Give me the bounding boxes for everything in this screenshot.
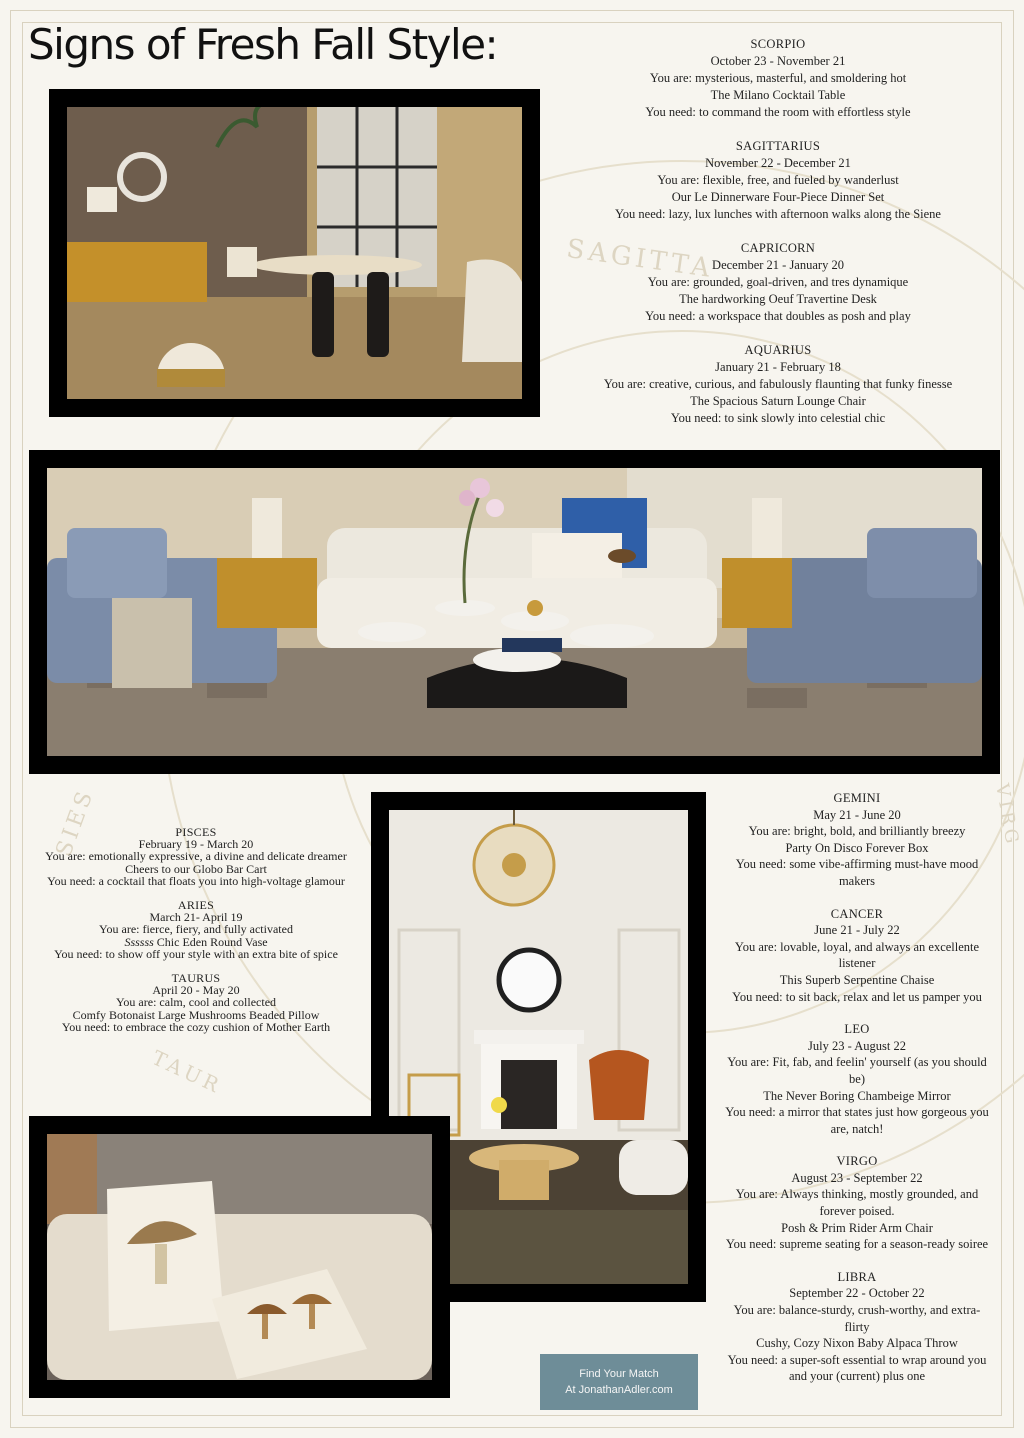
- sign-dates-sagittarius: November 22 - December 21: [705, 156, 851, 170]
- sign-product-taurus: Comfy Botonaist Large Mushrooms Beaded Pillow: [72, 1007, 320, 1022]
- sign-dates-scorpio: October 23 - November 21: [710, 54, 846, 68]
- sign-traits-gemini: You are: bright, bold, and brilliantly breezy: [748, 824, 966, 839]
- sign-traits-scorpio: You are: mysterious, masterful, and smoldering hot: [649, 71, 907, 85]
- sign-name-leo: LEO: [844, 1022, 870, 1037]
- sign-traits-libra: You are: balance-sturdy, crush-worthy, and extra-: [733, 1303, 981, 1318]
- sign-dates-virgo: August 23 - September 22: [791, 1170, 923, 1185]
- sign-dates-taurus: April 20 - May 20: [152, 983, 240, 998]
- sign-product-capricorn: The hardworking Oeuf Travertine Desk: [679, 292, 877, 306]
- ghost-word-top: SAGITTA: [564, 233, 716, 285]
- sign-dates-pisces: February 19 - March 20: [138, 837, 254, 852]
- sign-traits-cancer-cont: listener: [838, 956, 876, 971]
- sign-product-libra: Cushy, Cozy Nixon Baby Alpaca Throw: [756, 1336, 958, 1351]
- sign-need-libra-cont: and your (current) plus one: [788, 1369, 926, 1384]
- sign-need-aries: You need: to show off your style with an extra bite of spice: [54, 946, 338, 961]
- pillows-illustration: [47, 1134, 432, 1380]
- sign-traits-capricorn: You are: grounded, goal-driven, and tres dynamique: [647, 275, 909, 289]
- sign-dates-cancer: June 21 - July 22: [814, 923, 900, 938]
- ghost-word-bottom-left: TAUR: [148, 1045, 227, 1099]
- desk-room-illustration: [67, 107, 522, 399]
- living-room-illustration: [47, 468, 982, 756]
- sign-need-libra: You need: a super-soft essential to wrap around you: [727, 1352, 987, 1367]
- sign-dates-capricorn: December 21 - January 20: [712, 258, 844, 272]
- sign-name-virgo: VIRGO: [836, 1154, 878, 1169]
- sign-name-cancer: CANCER: [830, 906, 884, 921]
- sign-product-pisces: Cheers to our Globo Bar Cart: [125, 861, 267, 876]
- sign-need-leo: You need: a mirror that states just how gorgeous you: [725, 1105, 989, 1120]
- sign-dates-aquarius: January 21 - February 18: [715, 360, 841, 374]
- sign-name-sagittarius: SAGITTARIUS: [735, 139, 821, 153]
- sign-dates-gemini: May 21 - June 20: [813, 807, 901, 822]
- sign-traits-cancer: You are: lovable, loyal, and always an excellente: [734, 939, 980, 954]
- ghost-word-left: SIES: [51, 784, 100, 861]
- sign-need-cancer: You need: to sit back, relax and let us pamper you: [732, 989, 982, 1004]
- sign-product-sagittarius: Our Le Dinnerware Four-Piece Dinner Set: [671, 190, 885, 204]
- sign-traits-sagittarius: You are: flexible, free, and fueled by wanderlust: [657, 173, 899, 187]
- sign-traits-aries: You are: fierce, fiery, and fully activated: [99, 922, 293, 937]
- zodiac-text-right: [708, 790, 1006, 1385]
- sign-product-gemini: Party On Disco Forever Box: [785, 840, 929, 855]
- sign-name-pisces: PISCES: [175, 825, 217, 839]
- sign-dates-aries: March 21- April 19: [149, 910, 243, 925]
- sign-need-taurus: You need: to embrace the cozy cushion of Mother Earth: [61, 1019, 331, 1034]
- sign-product-virgo: Posh & Prim Rider Arm Chair: [781, 1220, 933, 1235]
- zodiac-text-left: [24, 826, 368, 1033]
- find-your-match-button[interactable]: [540, 1354, 698, 1410]
- sign-traits-pisces: You are: emotionally expressive, a divine and delicate dreamer: [45, 849, 347, 864]
- sign-name-libra: LIBRA: [837, 1269, 877, 1284]
- sign-dates-leo: July 23 - August 22: [808, 1038, 906, 1053]
- sign-traits-virgo-cont: forever poised.: [819, 1204, 895, 1219]
- sign-need-aquarius: You need: to sink slowly into celestial chic: [670, 411, 886, 425]
- sign-need-sagittarius: You need: lazy, lux lunches with afternoon walks along the Siene: [615, 207, 941, 221]
- sign-traits-libra-cont: flirty: [844, 1319, 870, 1334]
- page-title: Signs of Fresh Fall Style:: [28, 20, 498, 69]
- sign-name-aquarius: AQUARIUS: [744, 343, 812, 357]
- sign-product-aries-emphasis: Ssssss: [124, 934, 154, 949]
- sign-need-virgo: You need: supreme seating for a season-ready soiree: [725, 1237, 989, 1252]
- sign-traits-virgo: You are: Always thinking, mostly grounded, and: [735, 1187, 979, 1202]
- sign-traits-leo-cont: be): [849, 1071, 865, 1086]
- sign-dates-libra: September 22 - October 22: [789, 1286, 925, 1301]
- sign-need-scorpio: You need: to command the room with effortless style: [645, 105, 911, 119]
- cta-line-1: Find Your Match: [579, 1368, 659, 1380]
- sign-product-leo: The Never Boring Chambeige Mirror: [763, 1088, 951, 1103]
- photo-pillows: [47, 1134, 432, 1380]
- sign-name-scorpio: SCORPIO: [750, 37, 806, 51]
- ghost-word-right: VIRG: [991, 782, 1023, 849]
- sign-need-gemini: You need: some vibe-affirming must-have mood: [735, 857, 979, 872]
- sign-traits-leo: You are: Fit, fab, and feelin' yourself (as you should: [727, 1055, 987, 1070]
- sign-product-scorpio: The Milano Cocktail Table: [710, 88, 846, 102]
- sign-name-capricorn: CAPRICORN: [740, 241, 816, 255]
- sign-need-leo-cont: are, natch!: [830, 1121, 884, 1136]
- sign-traits-aquarius: You are: creative, curious, and fabulously flaunting that funky finesse: [603, 377, 953, 391]
- sign-need-gemini-cont: makers: [838, 873, 876, 888]
- zodiac-text-top: [578, 36, 978, 427]
- sign-name-aries: ARIES: [177, 898, 215, 913]
- photo-living-room: [47, 468, 982, 756]
- sign-need-pisces: You need: a cocktail that floats you into high-voltage glamour: [47, 873, 345, 888]
- sign-product-aquarius: The Spacious Saturn Lounge Chair: [690, 394, 866, 408]
- sign-name-taurus: TAURUS: [171, 971, 221, 986]
- sign-product-aries: [24, 936, 368, 948]
- sign-product-aries-name: Chic Eden Round Vase: [153, 934, 268, 949]
- cta-line-2: At JonathanAdler.com: [565, 1384, 673, 1396]
- sign-name-gemini: GEMINI: [833, 791, 881, 805]
- sign-need-capricorn: You need: a workspace that doubles as posh and play: [645, 309, 911, 323]
- photo-desk-room: [67, 107, 522, 399]
- sign-traits-taurus: You are: calm, cool and collected: [115, 995, 277, 1010]
- sign-product-cancer: This Superb Serpentine Chaise: [779, 972, 935, 987]
